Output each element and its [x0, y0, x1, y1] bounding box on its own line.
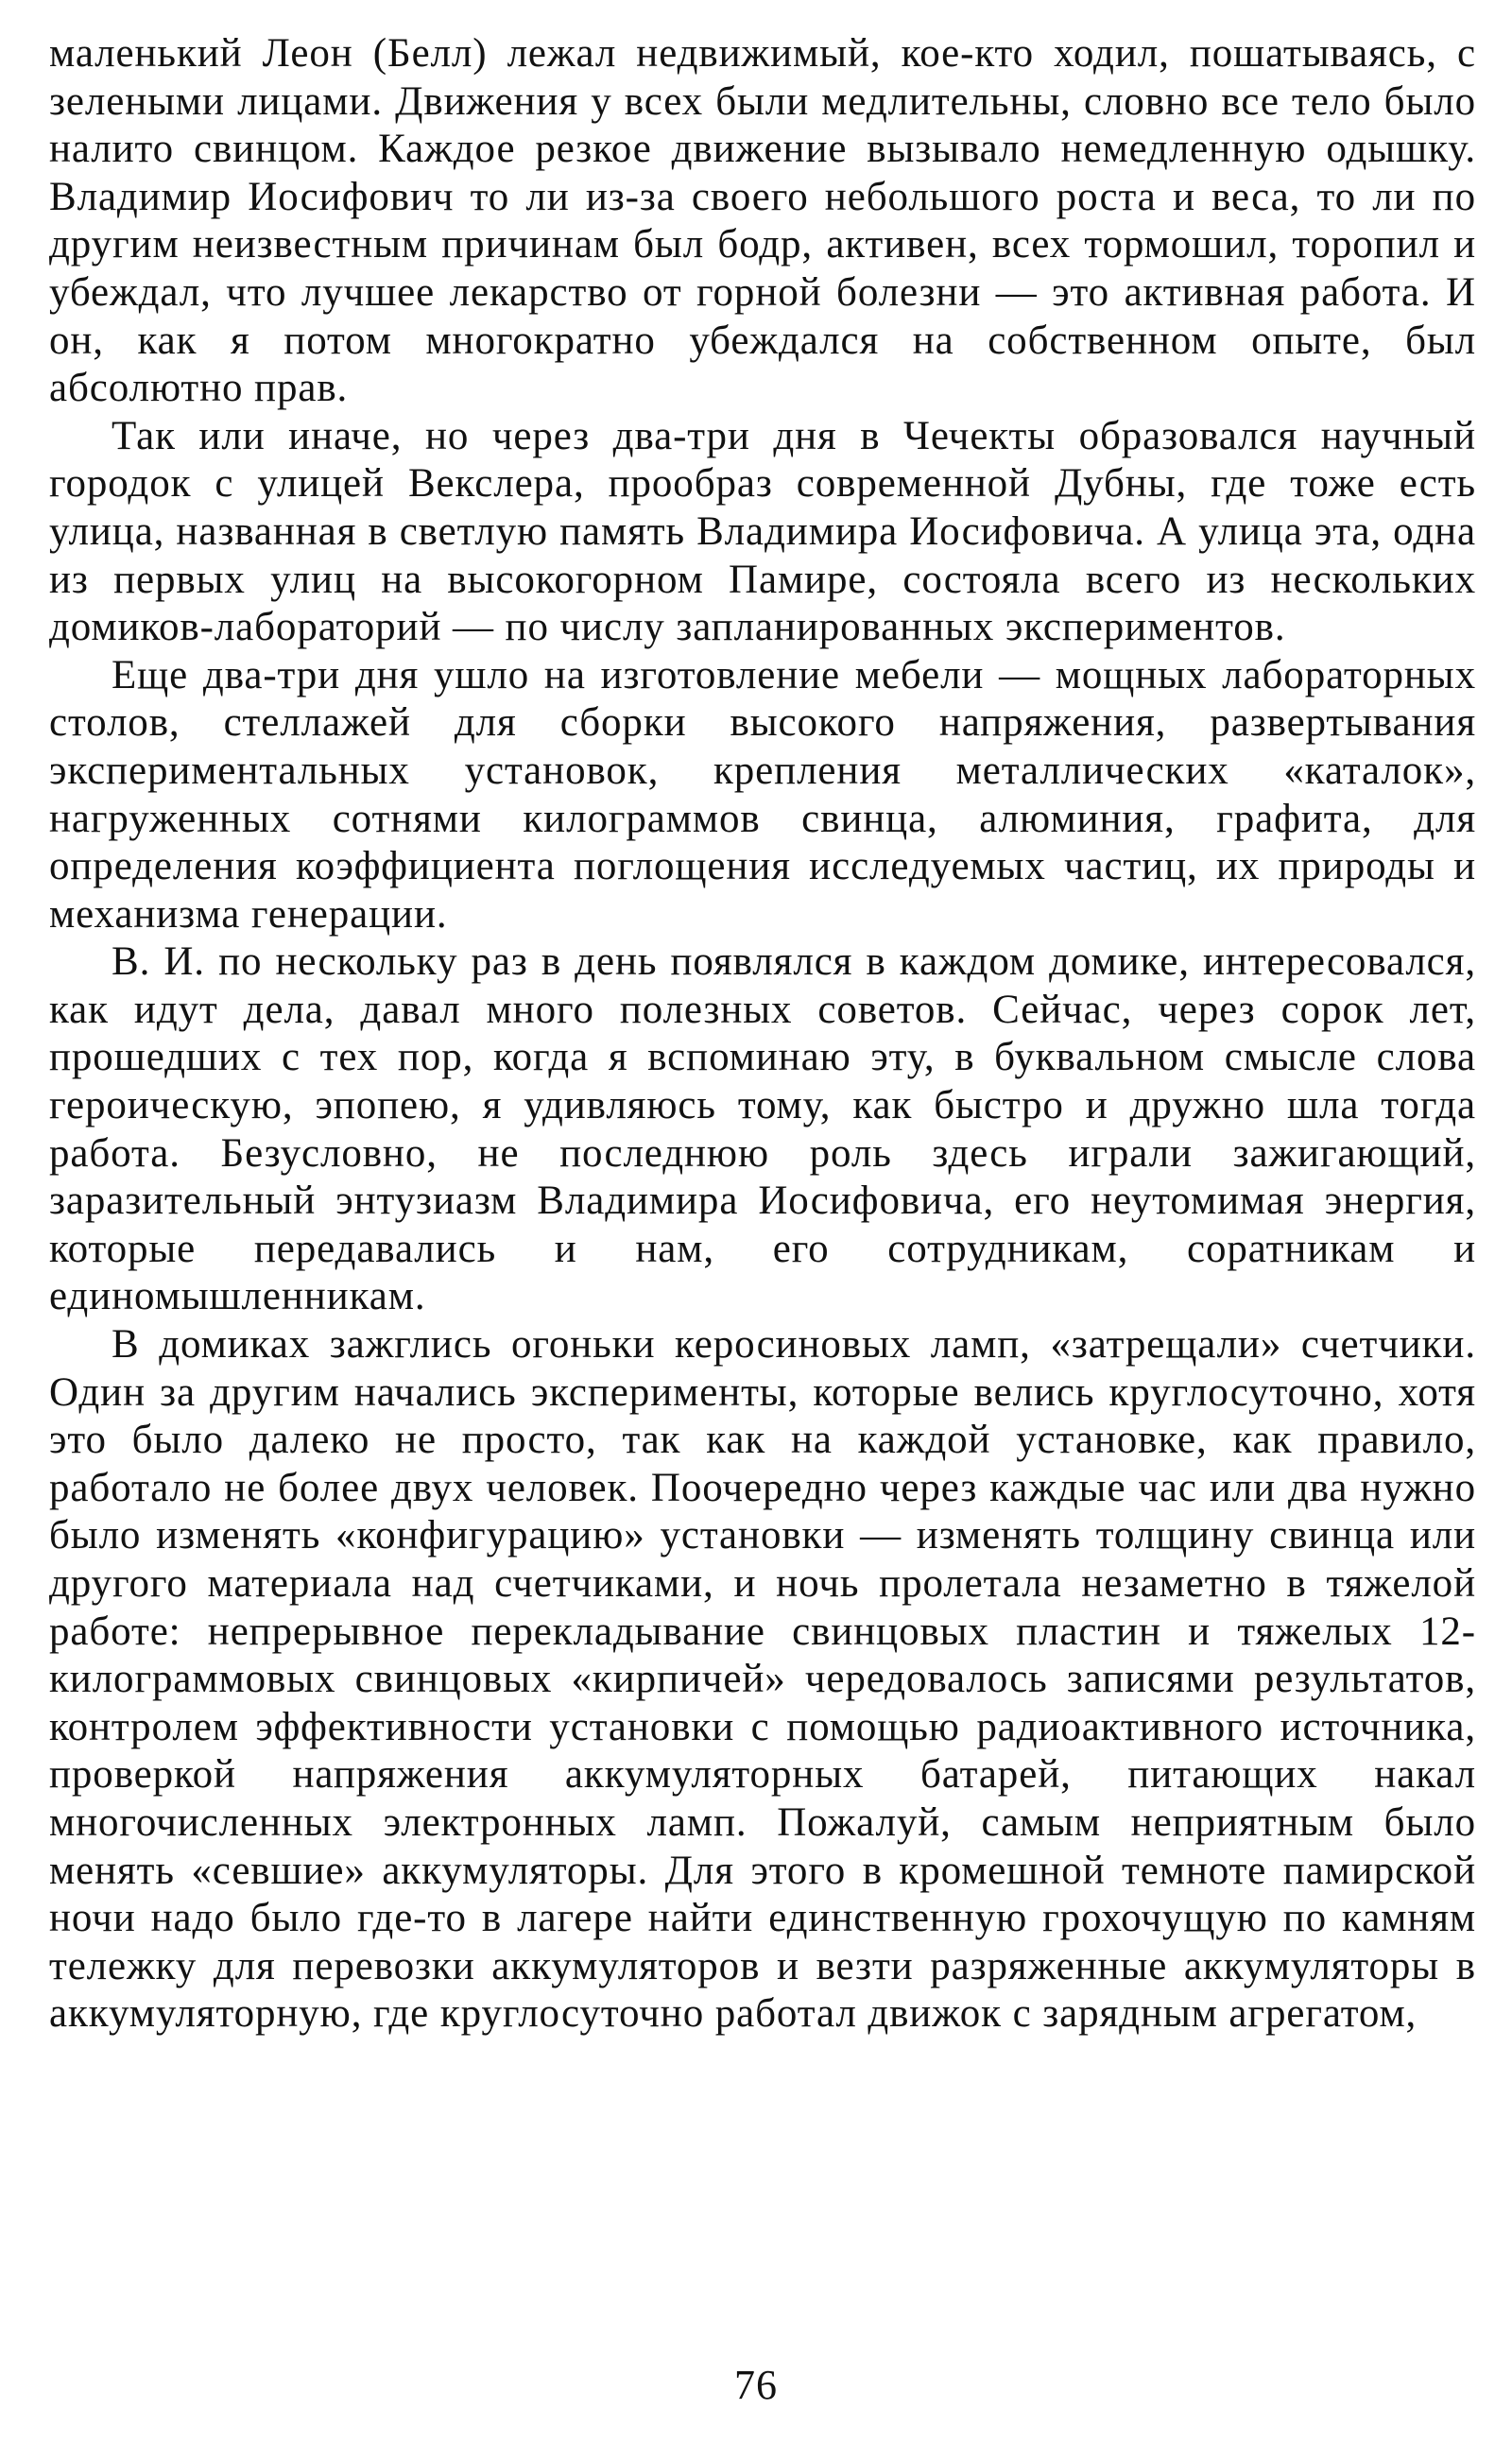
paragraph: Еще два-три дня ушло на изготовление мебели — мощных лабораторных столов, стеллажей для сборки высокого напряжения, развертывания экспериментальных установок, крепления металлических «каталок», нагруженных сотнями килограммов свинца, алюминия, графита, для определения коэффициента поглощения исследуемых частиц, их природы и механизма генерации. [49, 652, 1476, 937]
paragraph: Так или иначе, но через два-три дня в Чечекты образовался научный городок с улицей Векслера, прообраз современной Дубны, где тоже есть улица, названная в светлую память Владимира Иосифовича. А улица эта, одна из первых улиц на высокогорном Памире, состояла всего из нескольких домиков-лабораторий — по числу запланированных экспериментов. [49, 413, 1476, 650]
body-text [49, 30, 1476, 2039]
paragraph-continuation: маленький Леон (Белл) лежал недвижимый, кое-кто ходил, пошатываясь, с зелеными лицами. Движения у всех были медлительны, словно все тело было налито свинцом. Каждое резкое движение вызывало немедленную одышку. Владимир Иосифович то ли из-за своего небольшого роста и веса, то ли по другим неизвестным причинам был бодр, активен, всех тормошил, торопил и убеждал, что лучшее лекарство от горной болезни — это активная работа. И он, как я потом многократно убеждался на собственном опыте, был абсолютно прав. [49, 31, 1476, 411]
paragraph: В. И. по нескольку раз в день появлялся в каждом домике, интересовался, как идут дела, давал много полезных советов. Сейчас, через сорок лет, прошедших с тех пор, когда я вспоминаю эту, в буквальном смысле слова героическую, эпопею, я удивляюсь тому, как быстро и дружно шла тогда работа. Безусловно, не последнюю роль здесь играли зажигающий, заразительный энтузиазм Владимира Иосифовича, его неутомимая энергия, которые передавались и нам, его сотрудникам, соратникам и единомышленникам. [49, 939, 1476, 1319]
page-number: 76 [734, 2362, 778, 2408]
paragraph: В домиках зажглись огоньки керосиновых ламп, «затрещали» счетчики. Один за другим начались эксперименты, которые велись круглосуточно, хотя это было далеко не просто, так как на каждой установке, как правило, работало не более двух человек. Поочередно через каждые час или два нужно было изменять «конфигурацию» установки — изменять толщину свинца или другого материала над счетчиками, и ночь пролетала незаметно в тяжелой работе: непрерывное перекладывание свинцовых пластин и тяжелых 12-килограммовых свинцовых «кирпичей» чередовалось записями результатов, контролем эффективности установки с помощью радиоактивного источника, проверкой напряжения аккумуляторных батарей, питающих накал многочисленных электронных ламп. Пожалуй, самым неприятным было менять «севшие» аккумуляторы. Для этого в кромешной темноте памирской ночи надо было где-то в лагере найти единственную грохочущую по камням тележку для перевозки аккумуляторов и везти разряженные аккумуляторы в аккумуляторную, где круглосуточно работал движок с зарядным агрегатом, [49, 1322, 1476, 2037]
